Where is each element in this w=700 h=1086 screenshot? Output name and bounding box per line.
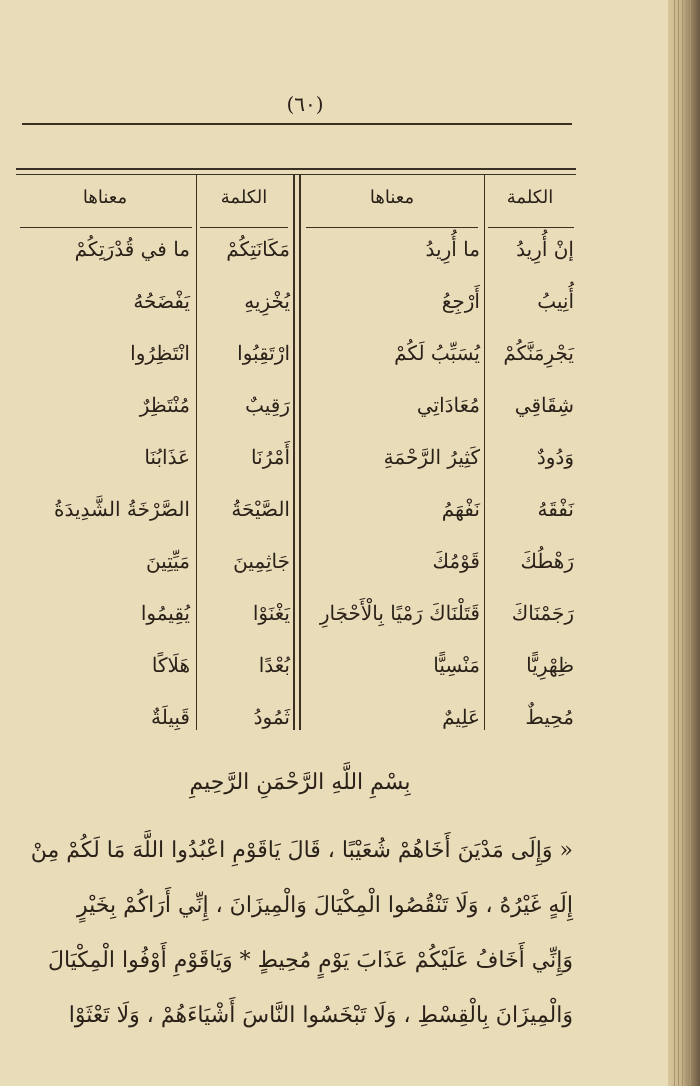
cell-word-left: مَكَانَتِكُمْ (226, 237, 290, 261)
cell-meaning-right: يُسَبِّبُ لَكُمْ (394, 341, 480, 365)
cell-word-left: رَقِيبٌ (245, 393, 290, 417)
cell-meaning-right: ما أُرِيدُ (425, 237, 480, 261)
cell-word-right: إنْ أُرِيدُ (516, 237, 574, 261)
cell-meaning-left: يَفْضَحُهُ (133, 289, 190, 313)
cell-word-left: جَاثِمِينَ (233, 549, 290, 573)
verse-line: وَإِنِّي أَخَافُ عَلَيْكُمْ عَذَابَ يَوْمٍ مُحِيطٍ * وَيَاقَوْمِ أَوْفُوا الْمِكْيَالَ (47, 948, 573, 973)
cell-meaning-right: مَنْسِيًّا (433, 653, 480, 677)
cell-word-left: بُعْدًا (258, 653, 290, 677)
cell-meaning-left: عَذَابُنَا (144, 445, 190, 469)
cell-meaning-right: كَثِيرُ الرَّحْمَةِ (383, 445, 480, 469)
cell-meaning-right: نَفْهَمُ (441, 497, 480, 521)
header-underline (488, 227, 574, 228)
verse-line: وَالْمِيزَانَ بِالْقِسْطِ ، وَلَا تَبْخَسُوا النَّاسَ أَشْيَاءَهُمْ ، وَلَا تَعْثَوْا (68, 1003, 573, 1028)
cell-word-right: يَجْرِمَنَّكُمْ (503, 341, 574, 365)
header-underline (306, 227, 478, 228)
column-divider-center (299, 175, 301, 730)
cell-meaning-left: قَبِيلَةٌ (151, 705, 190, 729)
cell-word-right: أُنِيبُ (537, 289, 574, 313)
header-underline (20, 227, 192, 228)
column-divider (196, 175, 197, 730)
page-edge (668, 0, 700, 1086)
page-number: (٦٠) (286, 92, 324, 116)
cell-word-left: ارْتَقِبُوا (237, 341, 290, 365)
cell-word-left: يُخْزِيهِ (244, 289, 290, 313)
cell-meaning-left: هَلَاكًا (151, 653, 190, 677)
cell-word-right: رَجَمْنَاكَ (511, 601, 574, 625)
cell-word-right: وَدُودٌ (536, 445, 574, 469)
header-underline (200, 227, 288, 228)
cell-word-right: مُحِيطٌ (525, 705, 574, 729)
column-divider (484, 175, 485, 730)
cell-word-left: أَمْرُنَا (251, 445, 290, 469)
cell-meaning-left: ما في قُدْرَتِكُمْ (74, 237, 190, 261)
cell-word-left: يَغْنَوْا (252, 601, 290, 625)
header-meaning-left: معناها (82, 187, 128, 208)
basmala: بِسْمِ اللَّهِ الرَّحْمَنِ الرَّحِيمِ (189, 770, 411, 795)
cell-meaning-right: قَوْمُكَ (432, 549, 480, 573)
header-word-right: الكلمة (506, 187, 554, 208)
cell-meaning-left: مَيِّتِينَ (145, 549, 190, 573)
column-divider-center (293, 175, 295, 730)
header-word-left: الكلمة (220, 187, 268, 208)
cell-meaning-left: انْتَظِرُوا (130, 341, 190, 365)
verse-line: « وَإِلَى مَدْيَنَ أَخَاهُمْ شُعَيْبًا ، قَالَ يَاقَوْمِ اعْبُدُوا اللَّهَ مَا لَكُمْ مِنْ (30, 838, 573, 863)
cell-meaning-left: مُنْتَظِرٌ (139, 393, 190, 417)
cell-meaning-left: الصَّرْخَةُ الشَّدِيدَةُ (53, 497, 190, 521)
verse-line: إِلَهٍ غَيْرُهُ ، وَلَا تَنْقُصُوا الْمِكْيَالَ وَالْمِيزَانَ ، إِنِّي أَرَاكُمْ بِخَيْرٍ (76, 893, 573, 918)
header-meaning-right: معناها (369, 187, 415, 208)
cell-word-right: شِقَاقِي (514, 393, 574, 417)
glossary-table (16, 175, 576, 735)
cell-word-right: نَفْقَهُ (537, 497, 574, 521)
cell-meaning-right: مُعَادَاتِي (416, 393, 480, 417)
cell-word-left: ثَمُودُ (253, 705, 290, 729)
cell-meaning-right: عَلِيمٌ (442, 705, 480, 729)
cell-word-right: رَهْطُكَ (520, 549, 574, 573)
cell-word-right: ظِهْرِيًّا (526, 653, 574, 677)
table-top-rule (16, 168, 576, 170)
cell-meaning-right: قَتَلْنَاكَ رَمْيًا بِالْأَحْجَارِ (319, 601, 480, 625)
header-rule (22, 123, 572, 125)
cell-word-left: الصَّيْحَةُ (231, 497, 290, 521)
cell-meaning-right: أَرْجِعُ (441, 289, 480, 313)
cell-meaning-left: يُقِيمُوا (140, 601, 190, 625)
